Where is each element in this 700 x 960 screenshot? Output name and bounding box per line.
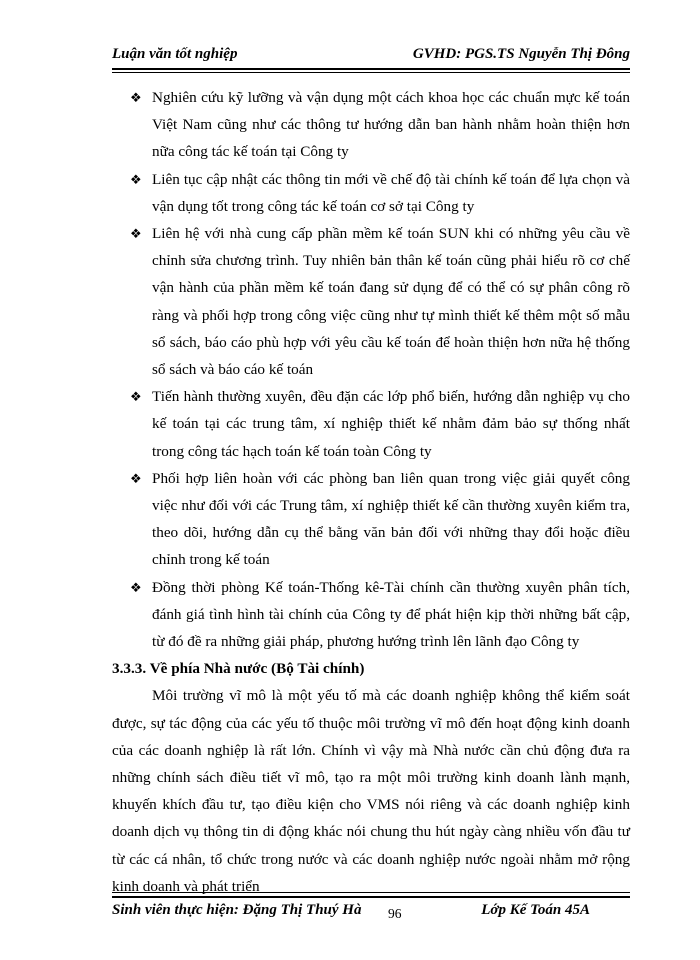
footer-student: Sinh viên thực hiện: Đặng Thị Thuý Hà <box>112 902 362 918</box>
bullet-item <box>112 465 630 574</box>
section-paragraph: Môi trường vĩ mô là một yếu tố mà các doanh nghiệp không thể kiểm soát được, sự tác động của các yếu tố thuộc môi trường vĩ mô đến hoạt động kinh doanh của các doanh nghiệp là rất lớn. Chính vì vậy mà Nhà nước cần chủ động đưa ra những chính sách điều tiết vĩ mô, tạo ra một môi trường kinh doanh lành mạnh, khuyến khích đầu tư, tạo điều kiện cho VMS nói riêng và các doanh nghiệp kinh doanh dịch vụ thông tin di động khác nói chung thu hút ngày càng nhiều vốn đầu tư từ các cá nhân, tổ chức trong nước và các doanh nghiệp nước ngoài nhằm mở rộng kinh doanh và phát triển <box>112 687 630 895</box>
page-footer <box>112 898 630 922</box>
bullet-item <box>112 84 630 166</box>
header-thesis-title: Luận văn tốt nghiệp <box>112 46 238 62</box>
diamond-bullet-icon: ❖ <box>130 470 142 486</box>
bullet-text: Liên hệ với nhà cung cấp phần mềm kế toán SUN khi có những yêu cầu về chỉnh sửa chương trình. Tuy nhiên bản thân kế toán cũng phải hiểu rõ cơ chế vận hành của phần mềm kế toán đang sử dụng để có thể có sự phân công rõ ràng và phối hợp trong công việc cũng như tự mình thiết kế thêm một số mẫu sổ sách, báo cáo phù hợp với yêu cầu kế toán để hoàn thiện hơn nữa hệ thống sổ sách và báo cáo kế toán <box>152 225 630 379</box>
diamond-bullet-icon: ❖ <box>130 579 142 595</box>
diamond-bullet-icon: ❖ <box>130 90 142 105</box>
header-rule-thin <box>112 72 630 73</box>
bullet-text: Nghiên cứu kỹ lưỡng và vận dụng một cách khoa học các chuẩn mực kế toán Việt Nam cũng như các thông tư hướng dẫn ban hành nhằm hoàn thiện hơn nữa công tác kế toán tại Công ty <box>152 89 630 161</box>
bullet-text: Tiến hành thường xuyên, đều đặn các lớp phổ biến, hướng dẫn nghiệp vụ cho kế toán tại các trung tâm, xí nghiệp thiết kế nhằm đảm bảo sự thống nhất trong công tác hạch toán kế toán toàn Công ty <box>152 388 630 460</box>
page-number: 96 <box>388 906 402 921</box>
bullet-text: Phối hợp liên hoàn với các phòng ban liên quan trong việc giải quyết công việc như đối với các Trung tâm, xí nghiệp thiết kế cần thường xuyên kiểm tra, theo dõi, hướng dẫn cụ thể bằng văn bản đối với những thay đổi hoặc điều chỉnh trong kế toán <box>152 469 630 569</box>
bullet-item <box>112 166 630 220</box>
page-body <box>112 84 630 900</box>
section-heading: 3.3.3. Về phía Nhà nước (Bộ Tài chính) <box>112 660 365 678</box>
page-header <box>112 42 630 68</box>
diamond-bullet-icon: ❖ <box>130 226 142 242</box>
header-rule-thick <box>112 68 630 70</box>
bullet-item <box>112 383 630 465</box>
bullet-item <box>112 220 630 383</box>
footer-rule-thin <box>112 892 630 893</box>
bullet-text: Đồng thời phòng Kế toán-Thống kê-Tài chính cần thường xuyên phân tích, đánh giá tình hình tài chính của Công ty để phát hiện kịp thời những bất cập, từ đó đề ra những giải pháp, phương hướng trình lên lãnh đạo Công ty <box>152 578 630 651</box>
diamond-bullet-icon: ❖ <box>130 389 142 405</box>
footer-class: Lớp Kế Toán 45A <box>481 902 590 918</box>
diamond-bullet-icon: ❖ <box>130 171 142 187</box>
bullet-text: Liên tục cập nhật các thông tin mới về chế độ tài chính kế toán để lựa chọn và vận dụng tốt trong công tác kế toán cơ sở tại Công ty <box>152 170 630 215</box>
bullet-item <box>112 574 630 656</box>
header-advisor: GVHD: PGS.TS Nguyễn Thị Đông <box>412 46 630 62</box>
